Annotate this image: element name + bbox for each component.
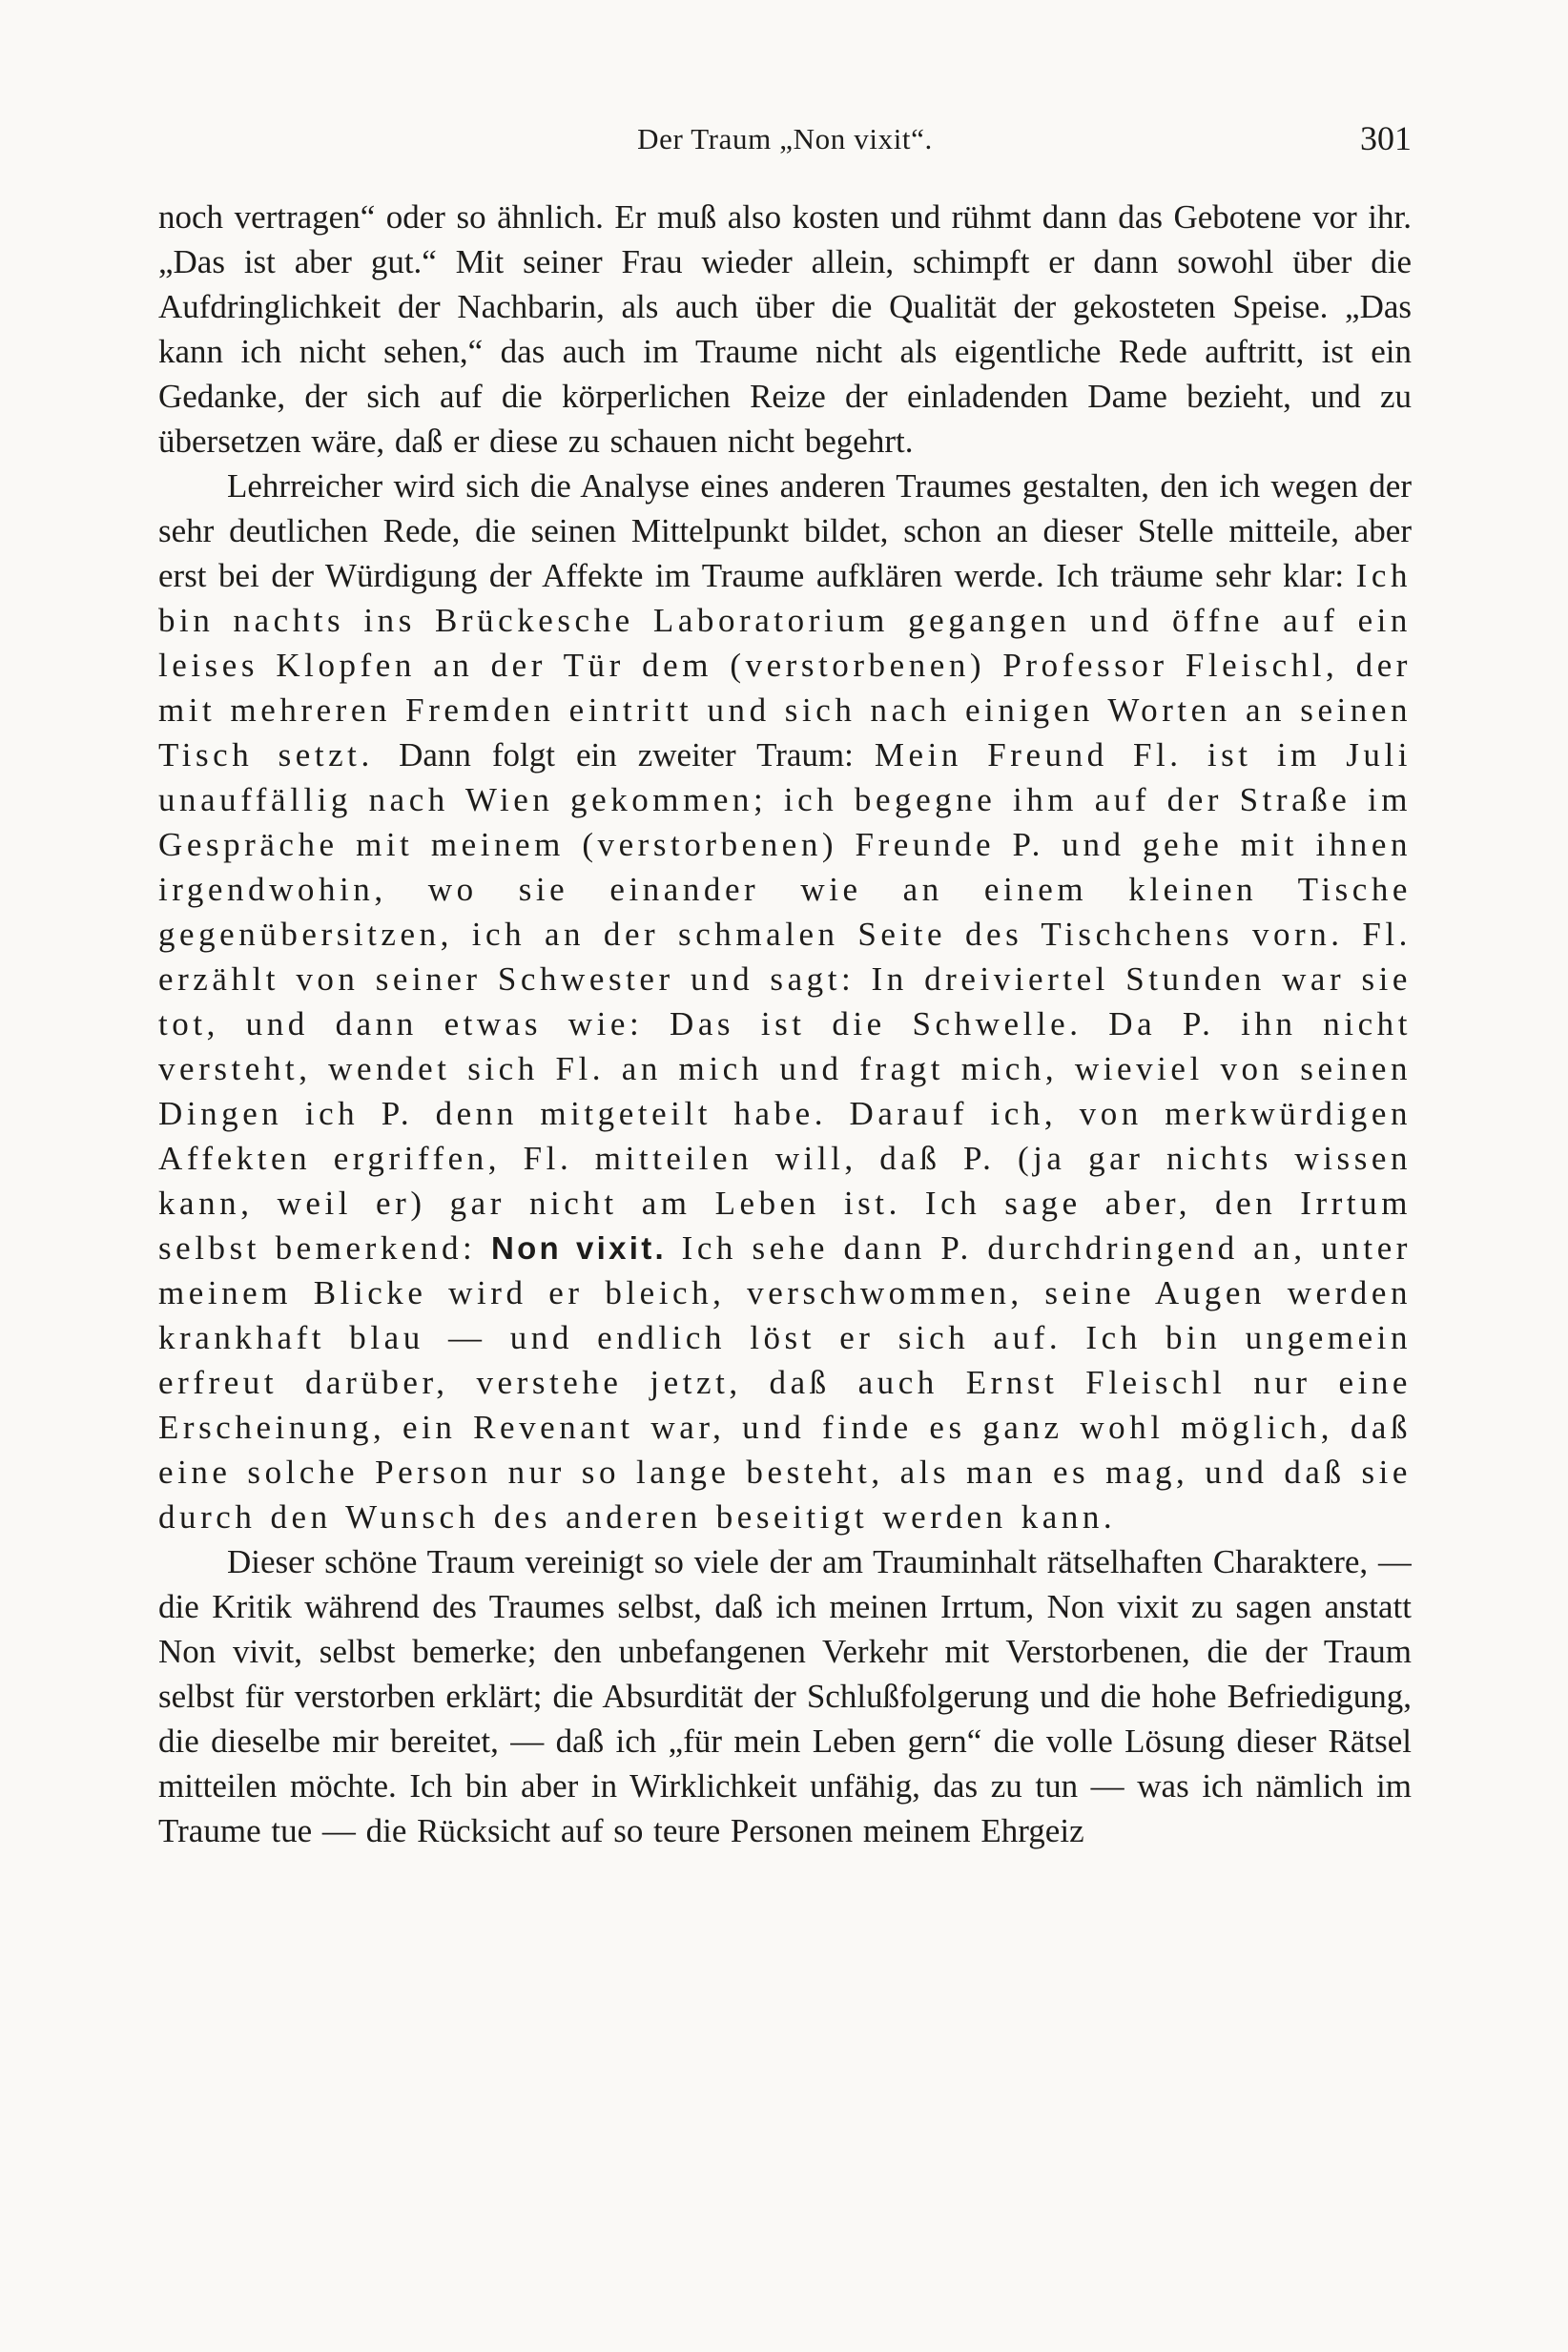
paragraph: [158, 1539, 1412, 1853]
paragraph: [158, 195, 1412, 464]
running-title: Der Traum „Non vixit“.: [637, 122, 933, 155]
paragraph: [158, 464, 1412, 1539]
dream-spaced-text: Mein Freund Fl. ist im Juli unauffällig nach Wien gekommen; ich begegne ihm auf der Straße im Gespräche mit meinem (verstorbenen) Freunde P. und gehe mit ihnen irgendwohin, wo sie einander wie an einem kleinen Tische gegenübersitzen, ich an der schmalen Seite des Tischchens vorn. Fl. erzählt von seiner Schwester und sagt: In dreiviertel Stunden war sie tot, und dann etwas wie: Das ist die Schwelle. Da P. ihn nicht versteht, wendet sich Fl. an mich und fragt mich, wieviel von seinen Dingen ich P. denn mitgeteilt habe. Darauf ich, von merkwürdigen Affekten ergriffen, Fl. mitteilen will, daß P. (ja gar nichts wissen kann, weil er) gar nicht am Leben ist. Ich sage aber, den Irrtum selbst bemerkend:: [158, 736, 1412, 1267]
body-run: Dann folgt ein zweiter Traum:: [399, 736, 875, 774]
page-header: [158, 119, 1412, 170]
dream-spaced-text: Ich sehe dann P. durchdringend an, unter meinem Blicke wird er bleich, verschwommen, seine Augen werden krankhaft blau — und endlich löst er sich auf. Ich bin ungemein erfreut darüber, verstehe jetzt, daß auch Ernst Fleischl nur eine Erscheinung, ein Revenant war, und finde es ganz wohl möglich, daß eine solche Person nur so lange besteht, als man es mag, und daß sie durch den Wunsch des anderen beseitigt werden kann.: [158, 1229, 1412, 1536]
page-body: [158, 195, 1412, 2295]
dream-spaced-text: Ich bin nachts ins Brückesche Laboratorium gegangen und öffne auf ein leises Klopfen an der Tür dem (verstorbenen) Professor Fleischl, der mit mehreren Fremden eintritt und sich nach einigen Worten an seinen Tisch setzt.: [158, 557, 1412, 774]
body-run: noch vertragen“ oder so ähnlich. Er muß also kosten und rühmt dann das Gebotene vor ihr. „Das ist aber gut.“ Mit seiner Frau wieder allein, schimpft er dann sowohl über die Aufdringlichkeit der Nachbarin, als auch über die Qualität der gekosteten Speise. „Das kann ich nicht sehen,“ das auch im Traume nicht als eigentliche Rede auftritt, ist ein Gedanke, der sich auf die körperlichen Reize der einladenden Dame bezieht, und zu übersetzen wäre, daß er diese zu schauen nicht begehrt.: [158, 198, 1412, 460]
page-number: 301: [1360, 119, 1412, 157]
emphasis-bold-text: Non vixit.: [490, 1230, 668, 1266]
body-run: Dieser schöne Traum vereinigt so viele der am Trauminhalt rätselhaften Charaktere, — die Kritik während des Traumes selbst, daß ich meinen Irrtum, Non vixit zu sagen anstatt Non vivit, selbst bemerke; den unbefangenen Verkehr mit Verstorbenen, die der Traum selbst für verstorben erklärt; die Absurdität der Schlußfolgerung und die hohe Befriedigung, die dieselbe mir bereitet, — daß ich „für mein Leben gern“ die volle Lösung dieser Rätsel mitteilen möchte. Ich bin aber in Wirklichkeit unfähig, das zu tun — was ich nämlich im Traume tue — die Rücksicht auf so teure Personen meinem Ehrgeiz: [158, 1543, 1412, 1849]
body-run: Lehrreicher wird sich die Analyse eines anderen Traumes gestalten, den ich wegen der sehr deutlichen Rede, die seinen Mittelpunkt bildet, schon an dieser Stelle mitteile, aber erst bei der Würdigung der Affekte im Traume aufklären werde. Ich träume sehr klar:: [158, 467, 1412, 594]
